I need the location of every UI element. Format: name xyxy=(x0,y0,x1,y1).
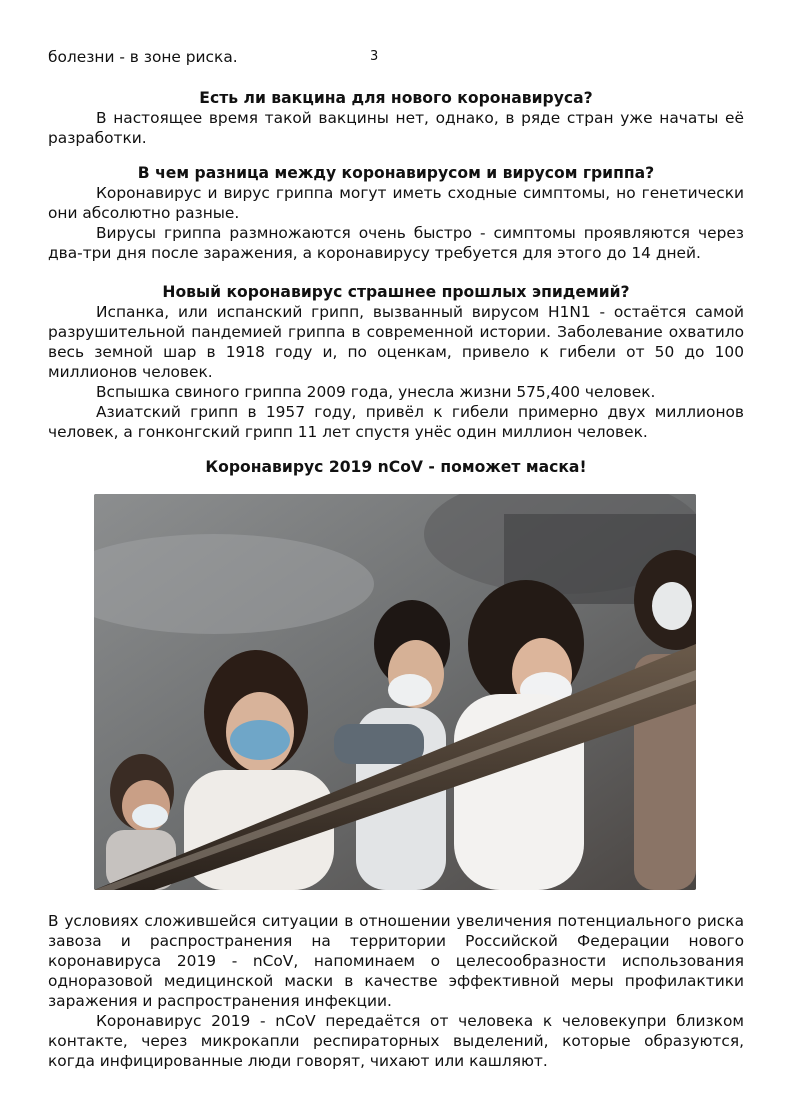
section-vaccine xyxy=(48,88,744,148)
page-number: 3 xyxy=(370,49,379,64)
intro-fragment: болезни - в зоне риска. xyxy=(48,48,238,66)
closing-paragraph: Коронавирус 2019 - nCoV передаётся от человека к человекупри близком контакте, через микрокапли респираторных выделений, которые образуются, когда инфицированные люди говорят, чихают или кашляют. xyxy=(48,1012,744,1070)
section-paragraph: Азиатский грипп в 1957 году, привёл к гибели примерно двух миллионов человек, а гонконгский грипп 11 лет спустя унёс один миллион человек. xyxy=(48,403,744,441)
photo-illustration xyxy=(94,494,696,890)
section-epidemics xyxy=(48,282,744,442)
section-paragraph: Вспышка свиного гриппа 2009 года, унесла жизни 575,400 человек. xyxy=(96,383,656,401)
section-heading: Есть ли вакцина для нового коронавируса? xyxy=(199,89,593,107)
intro-block xyxy=(48,47,744,67)
section-paragraph: Коронавирус и вирус гриппа могут иметь сходные симптомы, но генетически они абсолютно разные. xyxy=(48,184,744,222)
section-paragraph: Вирусы гриппа размножаются очень быстро - симптомы проявляются через два-три дня после заражения, а коронавирусу требуется для этого до 14 дней. xyxy=(48,224,744,262)
closing-block xyxy=(48,911,744,1071)
closing-paragraph: В условиях сложившейся ситуации в отношении увеличения потенциального риска завоза и распространения на территории Российской Федерации нового коронавируса 2019 - nCoV, напоминаем о целесообразности использования одноразовой медицинской маски в качестве эффективной меры профилактики заражения и распространения инфекции. xyxy=(48,912,744,1010)
section-difference xyxy=(48,163,744,263)
section-heading: В чем разница между коронавирусом и вирусом гриппа? xyxy=(137,164,655,182)
masked-people-photo xyxy=(94,494,696,890)
section-paragraph: Испанка, или испанский грипп, вызванный вирусом H1N1 - остаётся самой разрушительной пандемией гриппа в современной истории. Заболевание охватило весь земной шар в 1918 году и, по оценкам, привело к гибели от 50 до 100 миллионов человек. xyxy=(48,303,744,381)
section-heading: Новый коронавирус страшнее прошлых эпидемий? xyxy=(162,283,630,301)
mask-heading-block xyxy=(48,457,744,477)
mask-heading: Коронавирус 2019 nCoV - поможет маска! xyxy=(205,458,587,476)
section-paragraph: В настоящее время такой вакцины нет, однако, в ряде стран уже начаты её разработки. xyxy=(48,109,744,147)
